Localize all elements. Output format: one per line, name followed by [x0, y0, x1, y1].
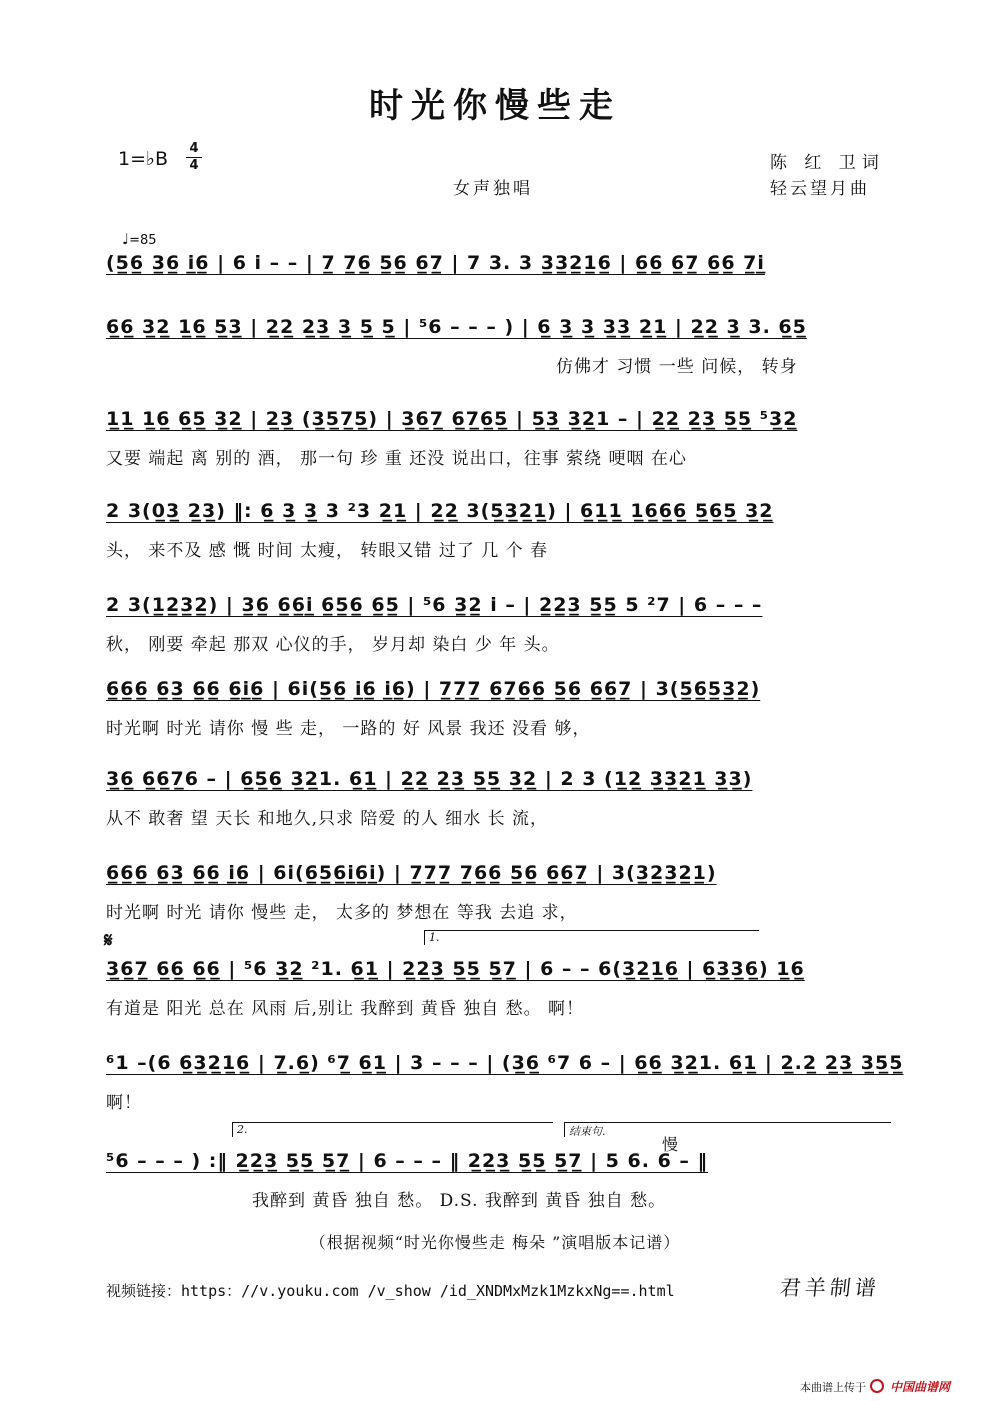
notation: ⁵6 – – – ) :‖ 2̲2̲3̲ 5̲5̲ 5̲7̲ | 6 – – – ‖ 2̲2̲3̲ 5̲5̲ 5̲7̲ | 5 6. 6 – ‖: [106, 1150, 709, 1172]
notation: 1̲1̲ 1̲6̲ 6̲5̲ 3̲2̲ | 2̲3̲ (3̲5̲7̲5̲) | 3̲6̲7̲ 6̲7̲6̲5̲ | 5̲3̲ 3̲2̲1 – | 2̲2̲ 2̲3̲ 5̲5̲ ⁵3̲2̲: [106, 408, 798, 430]
notation: 6̲6̲ 3̲2̲ 1̲6̲ 5̲3̲ | 2̲2̲ 2̲3̲ 3̲ 5̲ 5̲ | ⁵6 – – – ) | 6̲ 3̲ 3̲ 3̲3̲ 2̲1̲ | 2̲2̲ 3̲ 3. 6̲5̲: [106, 316, 807, 338]
upload-footer: [800, 1378, 950, 1395]
tempo-value: =85: [129, 233, 157, 248]
meter-bottom: 4: [189, 158, 199, 173]
composer-credit: 轻云望月曲: [770, 179, 870, 199]
notation: 6̲6̲6̲ 6̲3̲ 6̲6̲ 6̲i̲6̲ | 6i(5̲6̲ i̲6̲ i̲6̲) | 7̲7̲7̲ 6̲7̲6̲6̲ 5̲6̲ 6̲6̲7̲ | 3(5̲6̲5̲3̲2̲): [106, 678, 761, 700]
lyricist-credit: 陈 红 卫词: [770, 153, 885, 173]
score-title: 时光你慢些走: [369, 86, 621, 126]
performer-label: 女声独唱: [453, 179, 533, 199]
coda-label: 结束句.: [569, 1125, 606, 1138]
notation: 3̲6̲7̲ 6̲6̲ 6̲6̲ | ⁵6 3̲2̲ ²1. 6̲1̲ | 2̲2̲3̲ 5̲5̲ 5̲7̲ | 6 – – 6(3̲2̲1̲6̲ | 6̲3̲3̲6̲) 1̲6̲: [106, 958, 805, 980]
footer-text: 本曲谱上传于: [800, 1381, 866, 1394]
notation: 3̲6̲ 6̲6̲7̲6 – | 6̲5̲6̲ 3̲2̲1. 6̲1̲ | 2̲2̲ 2̲3̲ 5̲5̲ 3̲2̲ | 2 3 (1̲2̲ 3̲3̲2̲1̲ 3̲3̲): [106, 768, 753, 790]
lyrics: 有道是 阳光 总在 风雨 后,别让 我醉到 黄昏 独自 愁。 啊！: [106, 999, 585, 1019]
lyrics: 时光啊 时光 请你 慢 些 走， 一路的 好 风景 我还 没看 够，: [106, 719, 591, 739]
lyrics: 头， 来不及 感 慨 时间 太瘦， 转眼又错 过了 几 个 春: [106, 541, 549, 561]
tempo-marking: [122, 230, 157, 248]
first-ending-label: 1.: [429, 931, 440, 944]
second-ending-label: 2.: [237, 1123, 248, 1136]
time-signature: [186, 142, 202, 173]
transcription-source-note: （根据视频“时光你慢些走 梅朵 ”演唱版本记谱）: [309, 1233, 681, 1252]
coda-bracket: [564, 1122, 891, 1137]
notation: (5̲6̲ 3̲6̲ i̲6̲ | 6 i – – | 7̲ 7̲6̲ 5̲6̲ 6̲7̲ | 7 3. 3 3̲3̲2̲1̲6̲ | 6̲6̲ 6̲7̲ 6̲6̲ 7̲i̲: [106, 252, 765, 274]
lyrics: 又要 端起 离 别的 酒， 那一句 珍 重 还没 说出口，往事 萦绕 哽咽 在心: [106, 449, 687, 469]
notation: 2 3(0̲3̲ 2̲3̲) ‖: 6̲ 3̲ 3̲ 3 ²3 2̲1̲ | 2̲2̲ 3(5̲3̲2̲1̲) | 6̲1̲1̲ 1̲6̲6̲6̲ 5̲6̲5̲ 3̲2̲: [106, 500, 774, 522]
notation: 6̲6̲6̲ 6̲3̲ 6̲6̲ i̲6̲ | 6i(6̲5̲6̲i̲6̲i̲) | 7̲7̲7̲ 7̲6̲6̲ 5̲6̲ 6̲6̲7̲ | 3(3̲2̲3̲2̲1̲): [106, 862, 717, 884]
site-logo-icon: [870, 1379, 884, 1393]
lyrics: 从不 敢奢 望 天长 和地久,只求 陪爱 的人 细水 长 流，: [106, 809, 549, 829]
lyrics: 啊！: [106, 1093, 142, 1113]
transcriber-stamp: 君羊制谱: [778, 1276, 882, 1300]
notation: 2 3(1̲2̲3̲2̲) | 3̲6̲ 6̲6̲i̲ 6̲5̲6̲ 6̲5̲ | ⁵6 3̲2̲ i – | 2̲2̲3̲ 5̲5̲ 5 ²7 | 6 – – –: [106, 594, 763, 616]
first-ending-bracket: [424, 930, 759, 945]
lyrics: 仿佛才 习惯 一些 问候， 转身: [556, 357, 798, 377]
quarter-note-icon: ♩: [122, 230, 130, 248]
second-ending-bracket: [232, 1122, 553, 1137]
segno-sign: 𝄋: [104, 928, 113, 952]
key-signature: 1=♭B: [118, 148, 169, 170]
lyrics: 时光啊 时光 请你 慢些 走， 太多的 梦想在 等我 去追 求，: [106, 903, 578, 923]
video-link[interactable]: 视频链接：https：//v.youku.com /v_show /id_XNDMxMzk1MzkxNg==.html: [106, 1282, 675, 1300]
meter-top: 4: [189, 141, 199, 156]
tempo-slow-marking: 慢: [662, 1135, 679, 1154]
lyrics: 秋， 刚要 牵起 那双 心仪的手， 岁月却 染白 少 年 头。: [106, 635, 560, 655]
site-name[interactable]: 中国曲谱网: [890, 1380, 951, 1394]
notation: ⁶1 –(6 6̲3̲2̲1̲6̲ | 7̲.6̲) ⁶7̲ 6̲1̲ | 3 – – – | (3̲6̲ ⁶7 6 – | 6̲6̲ 3̲2̲1. 6̲1̲ | 2̲.2̲ 2̲3̲ 3̲5̲5̲: [106, 1052, 904, 1074]
lyrics: 我醉到 黄昏 独自 愁。 D.S. 我醉到 黄昏 独自 愁。: [252, 1191, 667, 1211]
